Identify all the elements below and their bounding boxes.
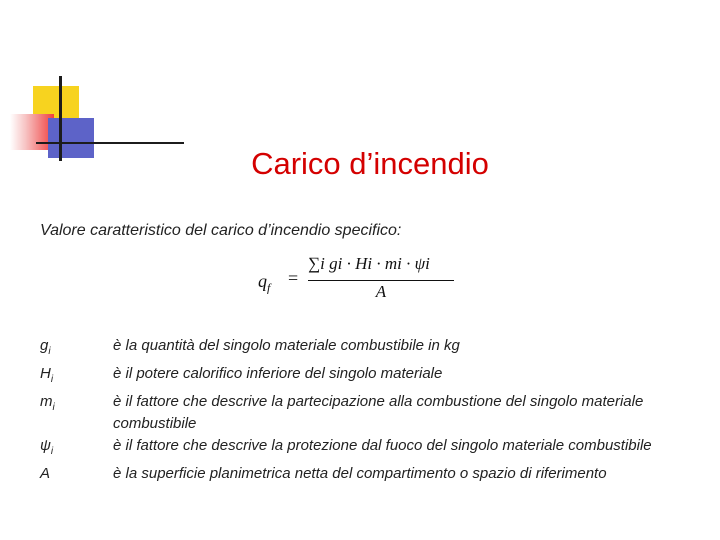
- definition-row: [40, 435, 680, 463]
- logo-horizontal-line: [36, 142, 184, 144]
- definition-text: è il potere calorifico inferiore del singolo materiale: [113, 365, 443, 382]
- definition-text: è il fattore che descrive la protezione dal fuoco del singolo materiale combustibile: [113, 437, 652, 454]
- definition-row: [40, 391, 680, 435]
- formula-lhs: $q_f$: [258, 271, 271, 295]
- definitions-list: [40, 335, 680, 491]
- definition-text: è la quantità del singolo materiale combustibile in kg: [113, 337, 460, 354]
- definition-symbol: $\psi_i$: [40, 437, 54, 457]
- formula: [258, 254, 458, 306]
- formula-equals: =: [288, 268, 299, 288]
- definition-row: [40, 335, 680, 363]
- definition-symbol: $g_i$: [40, 337, 51, 357]
- definition-row: [40, 363, 680, 391]
- definition-row: [40, 463, 680, 491]
- logo-vertical-line: [59, 76, 62, 161]
- formula-denominator: A: [375, 282, 387, 301]
- definition-symbol: A: [40, 465, 51, 482]
- slide-subtitle: Valore caratteristico del carico d’incendio specifico:: [40, 222, 402, 239]
- slide-title: Carico d’incendio: [251, 146, 489, 181]
- fraction-bar: [308, 280, 454, 281]
- definition-text: è la superficie planimetrica netta del compartimento o spazio di riferimento: [113, 465, 607, 482]
- definition-symbol: $m_i$: [40, 393, 55, 413]
- logo-blue-square: [48, 118, 94, 158]
- formula-numerator: ∑i gi · Hi · mi · ψi: [308, 254, 430, 273]
- definition-symbol: $H_i$: [40, 365, 54, 385]
- definition-text: è il fattore che descrive la partecipazione alla combustione del singolo materiale combustibile: [113, 393, 644, 432]
